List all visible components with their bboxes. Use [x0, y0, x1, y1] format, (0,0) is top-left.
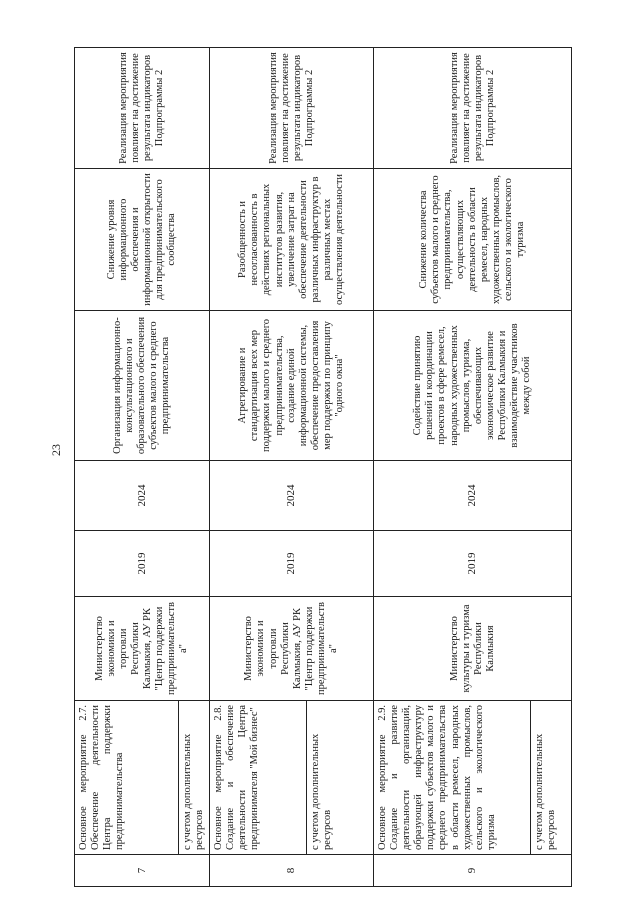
start-year: 2019	[210, 531, 374, 597]
indicator-relation: Реализация мероприятия повлияет на достижение результата индикаторов Подпрограммы 2	[210, 48, 374, 169]
program-measures-table	[74, 47, 572, 887]
non-implementation-consequence: Снижение количества субъектов малого и среднего предпринимательства, осуществляющих деятельность в области ремесел, народных художественных промыслов, сельского и экологического туризма	[374, 169, 572, 311]
indicator-relation: Реализация мероприятия повлияет на достижение результата индикаторов Подпрограммы 2	[374, 48, 572, 169]
page-number: 23	[49, 444, 63, 456]
measure-title: Основное мероприятие 2.7. Обеспечение деятельности Центра поддержки предпринимательства	[75, 701, 179, 855]
row-number: 9	[374, 855, 572, 887]
expected-result: Агрегирование и стандартизация всех мер поддержки малого и среднего предпринимательства, создание единой информационной системы, обеспечение предоставления мер поддержки по принципу "одного окна"	[210, 311, 374, 461]
table-row	[374, 48, 531, 887]
non-implementation-consequence: Разобщенность и несогласованность в действиях региональных институтов развития, увеличение затрат на обеспечение деятельности различных инфраструктур в различных местах осуществления деятельности	[210, 169, 374, 311]
end-year: 2024	[210, 461, 374, 531]
table-row	[210, 48, 307, 887]
measure-title: Основное мероприятие 2.9. Создание и развитие деятельности организаций, образующей инфраструктуру поддержки субъектов малого и среднего предпринимательства в области ремесел, народных художественных промыслов, сельского и экологического туризма	[374, 701, 531, 855]
expected-result: Организация информационно-консультационного и образовательного обеспечения субъектов малого и среднего предпринимательства	[75, 311, 210, 461]
additional-resources-label: с учетом дополнительных ресурсов	[307, 701, 374, 855]
table-row	[75, 48, 179, 887]
executor-cell: Министерство экономики и торговли Республики Калмыкия, АУ РК "Центр поддержки предпринимательства"	[75, 597, 210, 701]
row-number: 7	[75, 855, 210, 887]
measure-title: Основное мероприятие 2.8. Создание и обеспечение деятельности Центра предпринимателя "Мой бизнес"	[210, 701, 307, 855]
additional-resources-label: с учетом дополнительных ресурсов	[179, 701, 210, 855]
indicator-relation: Реализация мероприятия повлияет на достижение результата индикаторов Подпрограммы 2	[75, 48, 210, 169]
row-number: 8	[210, 855, 374, 887]
start-year: 2019	[75, 531, 210, 597]
start-year: 2019	[374, 531, 572, 597]
expected-result: Содействие принятию решений и координации проектов в сфере ремесел, народных художественных промыслов, туризма, обеспечивающих экономическое развитие Республики Калмыкия и взаимодействие участников между собой	[374, 311, 572, 461]
additional-resources-label: с учетом дополнительных ресурсов	[531, 701, 572, 855]
program-table-sheet	[74, 48, 640, 874]
end-year: 2024	[374, 461, 572, 531]
executor-cell: Министерство культуры и туризма Республики Калмыкия	[374, 597, 572, 701]
executor-cell: Министерство экономики и торговли Республики Калмыкия, АУ РК "Центр поддержки предпринимательства"	[210, 597, 374, 701]
non-implementation-consequence: Снижение уровня информационного обеспечения и информационной открытости для предпринимательского сообщества	[75, 169, 210, 311]
end-year: 2024	[75, 461, 210, 531]
